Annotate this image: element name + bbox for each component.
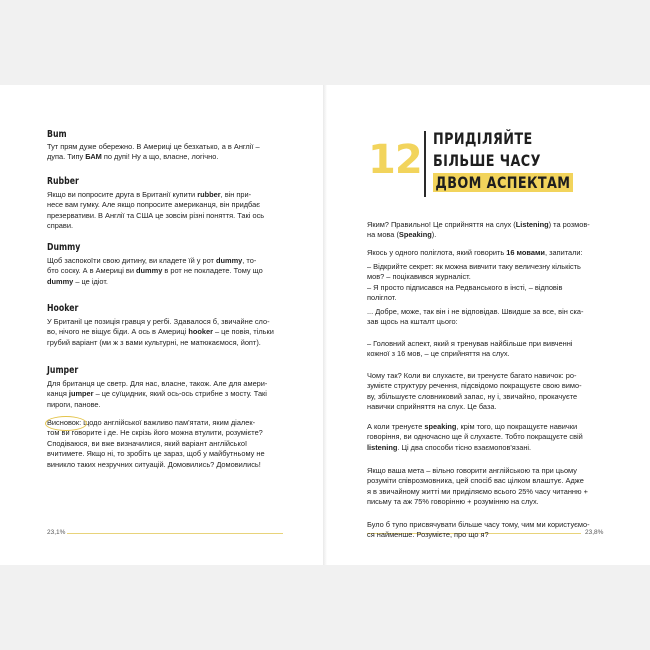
text-line xyxy=(47,400,267,410)
text-line xyxy=(47,428,265,438)
text-run: по дупі! Ну а що, власне, логічно. xyxy=(101,152,219,162)
chapter-title-line-3 xyxy=(433,173,573,192)
text-line xyxy=(47,152,260,162)
text-run: ся найменше. Розумієте, про що я? xyxy=(367,530,489,540)
text-run: зумієте структуру речення, підсвідомо покращуєте свою вимо- xyxy=(367,381,582,391)
body-paragraph xyxy=(367,520,590,541)
text-line xyxy=(367,443,583,453)
text-run: на мова ( xyxy=(367,230,399,240)
section-body xyxy=(47,379,267,410)
text-run: А коли тренуєте xyxy=(367,422,425,431)
text-line xyxy=(367,381,582,391)
section-heading: Jumper xyxy=(47,365,79,376)
text-run: пироги, панове. xyxy=(47,399,101,409)
text-line xyxy=(47,460,265,470)
text-line xyxy=(47,389,267,399)
body-paragraph xyxy=(367,371,582,413)
text-run: бто соску. А в Америці ви xyxy=(47,266,137,276)
body-paragraph xyxy=(367,307,584,328)
page-progress-right: 23,8% xyxy=(585,529,604,536)
section-body xyxy=(47,142,260,163)
text-run: – Головний аспект, який я тренував найбільше при вивченні xyxy=(367,339,573,348)
text-line xyxy=(47,142,260,152)
text-run: Для британця це светр. Для нас, власне, також. Але для амери- xyxy=(47,379,268,388)
body-paragraph xyxy=(367,466,588,508)
chapter-number: 12 xyxy=(368,137,422,183)
text-run: розуміти співрозмовника, цей спосіб вас цілком влаштує. Адже xyxy=(367,476,584,486)
text-run: – Відкрийте секрет: як можна вивчити таку величезну кількість xyxy=(367,262,581,271)
text-run: Якщо ви попросите друга в Британії купити xyxy=(47,190,198,199)
section-body xyxy=(47,256,263,287)
text-run: презервативи. В Англії та США це зовсім різні поняття. Такі ось xyxy=(47,210,265,220)
text-line xyxy=(367,497,588,507)
section-body xyxy=(47,190,264,232)
text-run: навички сприйняття на слух. Це база. xyxy=(367,402,497,412)
text-line xyxy=(367,520,590,530)
text-line xyxy=(367,283,581,293)
text-run: кожної з 16 мов, – це сприйняття на слух. xyxy=(367,349,510,359)
bold-term: 16 мовами xyxy=(506,248,545,257)
text-run: виникло таких незручних ситуацій. Домовились? Домовились! xyxy=(47,459,261,469)
text-run: том ви говорите і де. Не скрізь його можна втулити, розумієте? xyxy=(47,428,263,438)
bold-term: dummy xyxy=(216,256,243,265)
text-run: вчитимете. Якщо ні, то зробіть це зараз, щоб у майбутньому не xyxy=(47,449,265,459)
conclusion-paragraph xyxy=(47,418,265,470)
bold-term: hooker xyxy=(188,327,213,337)
text-line xyxy=(47,211,264,221)
text-run: Було б тупо присвячувати більше часу тому, чим ми користуємо- xyxy=(367,520,590,529)
text-run: Тут прям дуже обережно. В Америці це безхатько, а в Англії – xyxy=(47,142,260,151)
bold-term: rubber xyxy=(197,190,221,199)
text-run: , запитали: xyxy=(544,248,583,257)
text-run: Яким? Правильно! Це сприйняття на слух ( xyxy=(367,220,516,229)
text-run: – Я просто підписався на Редванського в інсті, – відповів xyxy=(367,282,563,292)
text-line xyxy=(47,200,264,210)
text-run: ву, збільшуєте словниковий запас, ну і, звичайно, прокачуєте xyxy=(367,391,578,401)
text-line xyxy=(367,422,583,432)
text-line xyxy=(47,277,263,287)
text-run: У Британії це позиція гравця у регбі. Здавалося б, звичайне сло- xyxy=(47,317,270,326)
text-line xyxy=(367,432,583,442)
text-run: , то- xyxy=(242,256,257,265)
text-line xyxy=(367,349,572,359)
text-line xyxy=(367,307,584,317)
text-run: письму та аж 75% говорінню + розумінню на слух. xyxy=(367,497,539,507)
section-heading: Rubber xyxy=(47,176,79,187)
text-run: поліглот. xyxy=(367,293,397,303)
text-run: во, нічого не віщує біди. А ось в Америці xyxy=(47,327,189,337)
conclusion-circle-mark xyxy=(45,416,87,431)
text-line xyxy=(47,317,274,327)
text-run: несе вам гумку. Але якщо попросите американця, він придбає xyxy=(47,200,261,210)
text-line xyxy=(47,266,263,276)
body-paragraph xyxy=(367,220,590,241)
section-body xyxy=(47,317,274,348)
page-progress-left: 23,1% xyxy=(47,529,66,536)
text-run: , крім того, що покращуєте навички xyxy=(456,422,578,431)
text-run: я в звичайному житті ми приділяємо всього 25% часу читанню + xyxy=(367,486,588,496)
text-line xyxy=(367,466,588,476)
text-run: справи. xyxy=(47,221,74,231)
chapter-title-line-1: ПРИДІЛЯЙТЕ xyxy=(433,129,533,148)
text-run: – це суїцидник, який ось-ось стрибне з мосту. Такі xyxy=(93,389,267,399)
book-spread xyxy=(0,85,650,565)
bold-term: БАМ xyxy=(85,152,102,162)
text-line xyxy=(47,327,274,337)
text-run: . Ці два способи тісно взаємопов'язані. xyxy=(397,442,532,452)
text-line xyxy=(367,317,584,327)
chapter-title-line-2: БІЛЬШЕ ЧАСУ xyxy=(433,151,541,170)
text-run: , він при- xyxy=(220,190,252,199)
text-run: Чому так? Коли ви слухаєте, ви тренуєте багато навичок: ро- xyxy=(367,371,577,380)
bold-term: dummy xyxy=(47,276,74,286)
text-line xyxy=(367,392,582,402)
text-run: – це ідіот. xyxy=(73,276,108,286)
text-run: – це повія, тільки xyxy=(212,327,274,337)
text-line xyxy=(367,476,588,486)
text-line xyxy=(47,256,263,266)
book-gutter xyxy=(323,85,327,565)
body-paragraph xyxy=(367,339,572,360)
text-run: канця xyxy=(47,389,69,399)
section-heading: Bum xyxy=(47,129,67,140)
text-line xyxy=(367,220,590,230)
text-line xyxy=(367,248,583,258)
bold-term: jumper xyxy=(68,389,94,399)
bold-term: dummy xyxy=(136,266,163,276)
text-line xyxy=(367,339,572,349)
text-line xyxy=(367,293,581,303)
body-paragraph xyxy=(367,422,583,453)
text-run: мов? – поцікавився журналіст. xyxy=(367,272,471,282)
text-run: ). xyxy=(431,230,437,240)
text-line xyxy=(47,338,274,348)
bold-term: speaking xyxy=(424,422,457,431)
text-run: Сподіваюся, ви вже визначилися, який варіант англійської xyxy=(47,438,248,448)
text-line xyxy=(367,272,581,282)
text-line xyxy=(367,487,588,497)
body-paragraph xyxy=(367,248,583,258)
chapter-title-highlight: ДВОМ АСПЕКТАМ xyxy=(433,173,573,192)
text-line xyxy=(47,221,264,231)
text-run: дупа. Типу xyxy=(47,152,86,162)
text-line xyxy=(367,530,590,540)
chapter-divider xyxy=(424,131,426,197)
text-line xyxy=(47,449,265,459)
text-line xyxy=(367,402,582,412)
text-run: Якщо ваша мета – вільно говорити англійською та при цьому xyxy=(367,466,577,475)
text-line xyxy=(367,230,590,240)
text-run: говоріння, ви одночасно ще й слухаєте. Тобто покращуєте свій xyxy=(367,432,583,442)
text-line xyxy=(47,379,267,389)
bold-term: Speaking xyxy=(398,230,432,240)
text-run: грубий варіант (ми ж з вами культурні, не матюкаємося, йопт). xyxy=(47,337,261,347)
text-run: Щоб заспокоїти свою дитину, ви кладете їй у рот xyxy=(47,256,216,265)
text-run: ) та розмов- xyxy=(548,220,590,229)
text-line xyxy=(367,371,582,381)
footer-rule xyxy=(67,533,283,534)
bold-term: Listening xyxy=(515,220,549,229)
section-heading: Dummy xyxy=(47,242,81,253)
bold-term: listening xyxy=(367,442,398,452)
text-run: Якось у одного поліглота, який говорить xyxy=(367,248,507,257)
body-paragraph xyxy=(367,262,581,304)
text-line xyxy=(367,262,581,272)
text-line xyxy=(47,190,264,200)
text-run: в рот не покладете. Тому що xyxy=(162,266,263,276)
text-run: ... Добре, може, так він і не відповідав. Швидше за все, він ска- xyxy=(367,307,584,316)
section-heading: Hooker xyxy=(47,303,79,314)
text-run: Висновок: щодо англійської важливо пам'ятати, яким діалек- xyxy=(47,418,256,427)
text-run: зав щось на кшталт цього: xyxy=(367,317,458,327)
text-line xyxy=(47,439,265,449)
